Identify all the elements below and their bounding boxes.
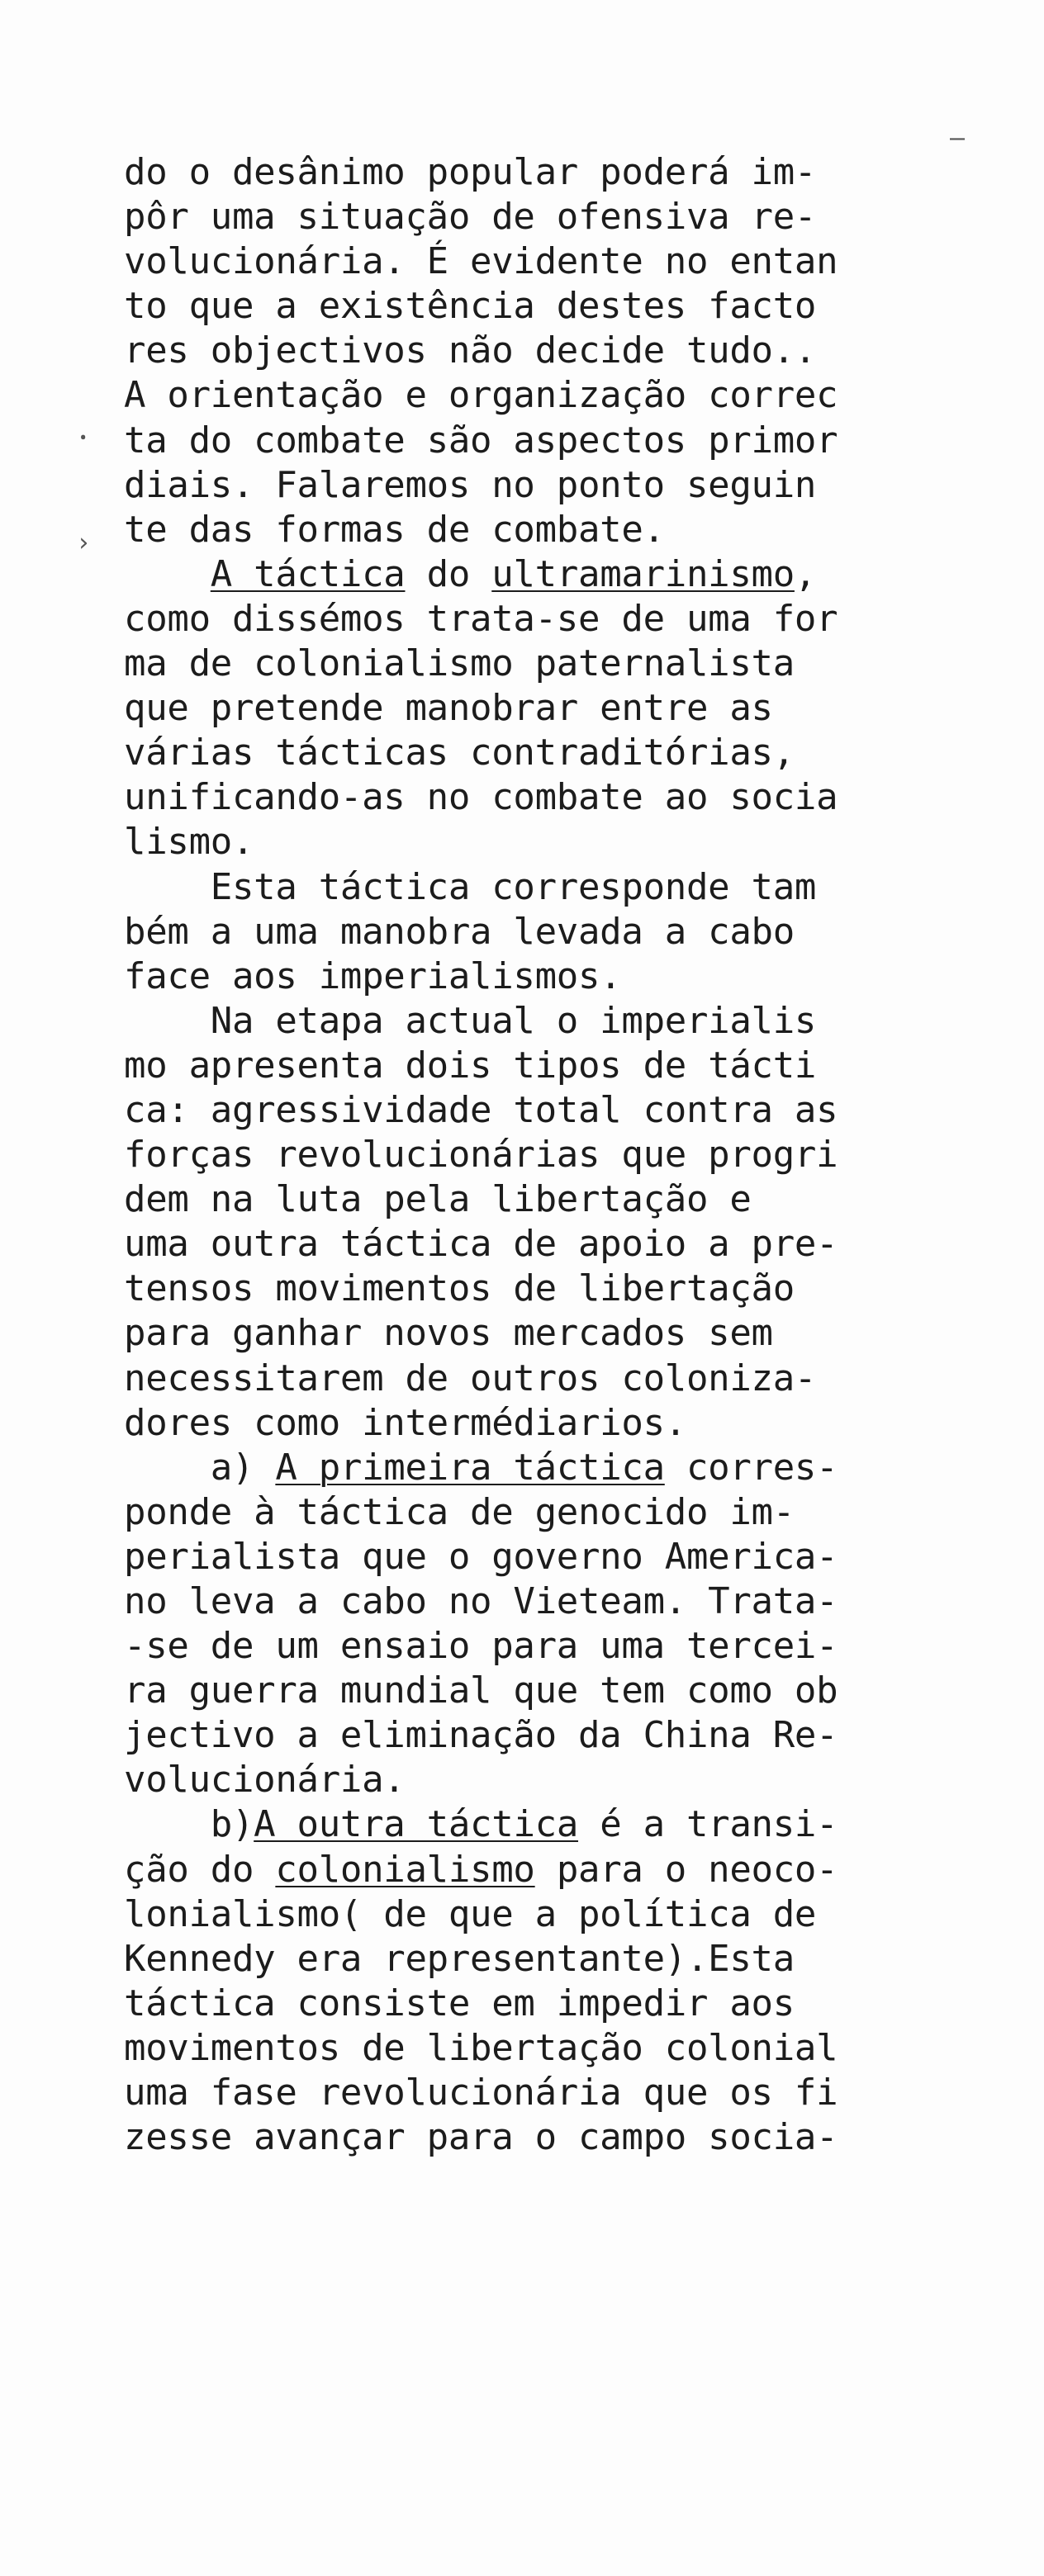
text-line: -se de um ensaio para uma tercei- <box>124 1625 838 1668</box>
text-line: volucionária. <box>124 1759 406 1802</box>
text-line: bém a uma manobra levada a cabo <box>124 910 795 953</box>
text-line <box>124 552 950 597</box>
text-line: res objectivos não decide tudo.. <box>124 329 817 372</box>
text-segment: , <box>794 552 817 595</box>
text-line: dem na luta pela libertação e <box>124 1178 752 1221</box>
text-line: forças revolucionárias que progri <box>124 1134 838 1177</box>
text-line: jectivo a eliminação da China Re- <box>124 1714 838 1757</box>
text-line: zesse avançar para o campo socia- <box>124 2116 838 2159</box>
indent: b) <box>124 1803 254 1846</box>
text-line: lismo. <box>124 821 254 864</box>
text-line: te das formas de combate. <box>124 508 665 551</box>
text-line <box>124 1848 950 1892</box>
text-line: volucionária. É evidente no entan <box>124 240 838 283</box>
stray-mark: › <box>76 528 92 557</box>
text-segment: para o neoco- <box>534 1848 838 1891</box>
text-line: to que a existência destes facto <box>124 285 817 328</box>
text-line: movimentos de libertação colonial <box>124 2026 838 2069</box>
indent: a) <box>124 1446 276 1489</box>
underlined-phrase: A primeira táctica <box>275 1446 665 1489</box>
text-line: uma outra táctica de apoio a pre- <box>124 1223 838 1266</box>
text-line: unificando-as no combate ao socia <box>124 776 838 819</box>
text-line: ca: agressividade total contra as <box>124 1088 838 1131</box>
text-line <box>124 1802 950 1847</box>
underlined-phrase: A táctica <box>210 552 406 595</box>
text-line: Kennedy era representante).Esta <box>124 1937 795 1980</box>
text-line: diais. Falaremos no ponto seguin <box>124 463 817 506</box>
text-line: pôr uma situação de ofensiva re- <box>124 196 817 239</box>
text-line: no leva a cabo no Vieteam. Trata- <box>124 1580 838 1622</box>
text-line: Na etapa actual o imperialis <box>124 999 817 1042</box>
text-line: A orientação e organização correc <box>124 374 838 417</box>
stray-mark: — <box>950 124 966 153</box>
indent <box>124 553 211 595</box>
text-line: como dissémos trata-se de uma for <box>124 597 838 640</box>
text-line: lonialismo( de que a política de <box>124 1892 817 1935</box>
text-line: que pretende manobrar entre as <box>124 687 773 730</box>
underlined-phrase: colonialismo <box>275 1848 535 1891</box>
text-line: mo apresenta dois tipos de tácti <box>124 1044 817 1087</box>
text-line <box>124 1446 950 1490</box>
text-line: tensos movimentos de libertação <box>124 1267 795 1310</box>
text-line: várias tácticas contraditórias, <box>124 732 795 774</box>
underlined-phrase: A outra táctica <box>254 1803 579 1846</box>
stray-mark: ꞏ <box>79 424 88 452</box>
text-line: ta do combate são aspectos primor <box>124 419 838 462</box>
text-line: necessitarem de outros coloniza- <box>124 1357 817 1399</box>
text-line: táctica consiste em impedir aos <box>124 1982 795 2024</box>
typewritten-text <box>124 150 950 2160</box>
text-line: do o desânimo popular poderá im- <box>124 151 817 193</box>
text-segment: é a transi- <box>578 1803 838 1846</box>
text-line: para ganhar novos mercados sem <box>124 1312 773 1355</box>
text-line: ponde à táctica de genocido im- <box>124 1490 795 1533</box>
text-segment: corres- <box>664 1446 838 1489</box>
text-line: dores como intermédiarios. <box>124 1401 686 1444</box>
text-line: uma fase revolucionária que os fi <box>124 2072 838 2114</box>
text-segment: do <box>405 552 492 595</box>
text-segment: ção do <box>124 1848 276 1891</box>
text-line: Esta táctica corresponde tam <box>124 865 817 908</box>
text-line: perialista que o governo America- <box>124 1535 838 1578</box>
text-line: ma de colonialismo paternalista <box>124 642 795 685</box>
underlined-phrase: ultramarinismo <box>491 552 795 595</box>
text-line: face aos imperialismos. <box>124 954 622 997</box>
text-line: ra guerra mundial que tem como ob <box>124 1669 838 1712</box>
